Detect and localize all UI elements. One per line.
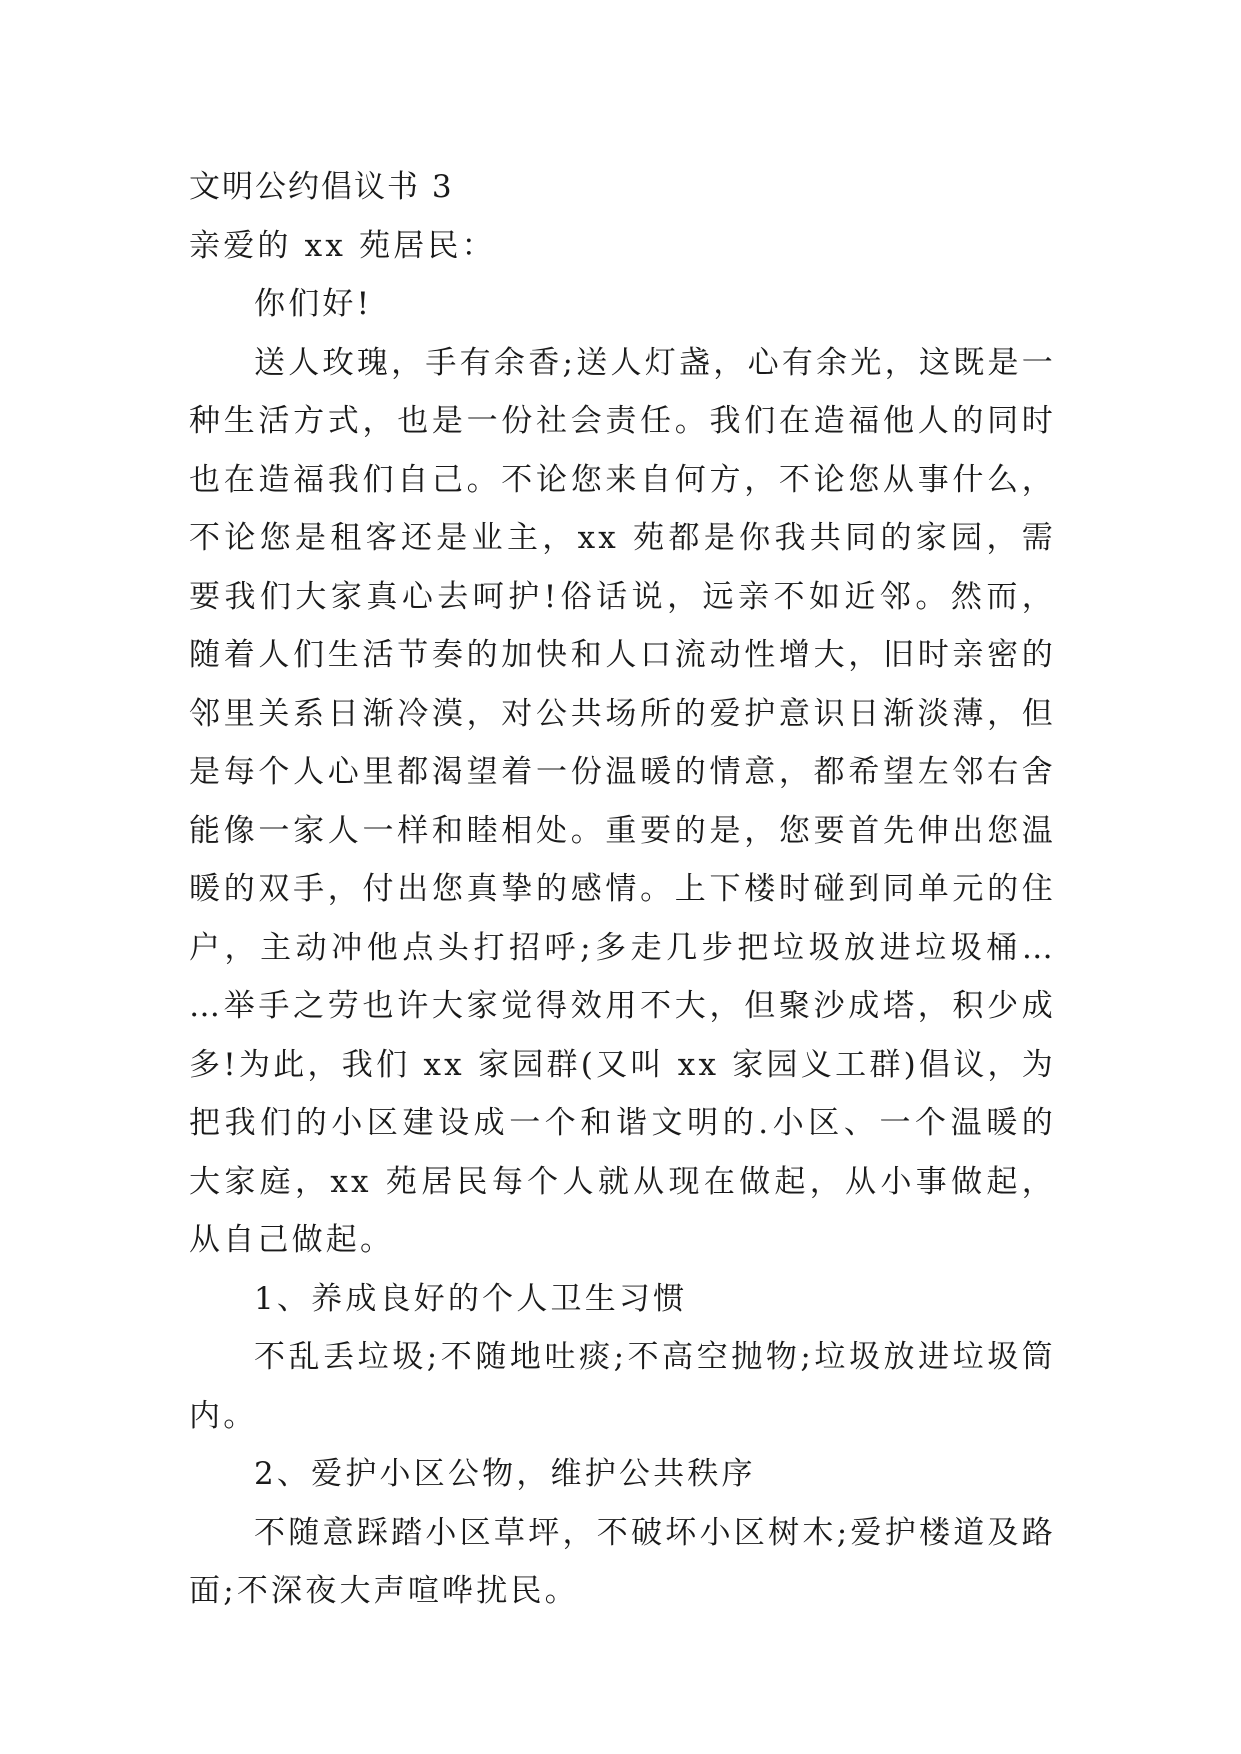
item-text-1: 不乱丢垃圾;不随地吐痰;不高空抛物;垃圾放进垃圾筒内。 xyxy=(189,1339,1056,1434)
body-paragraph: 送人玫瑰，手有余香;送人灯盏，心有余光，这既是一种生活方式，也是一份社会责任。我们在造福他人的同时也在造福我们自己。不论您来自何方，不论您从事什么，不论您是租客还是业主，xx 苑都是你我共同的家园，需要我们大家真心去呵护!俗话说，远亲不如近邻。然而，随着人们生活节奏的加快和人口流动性增大，旧时亲密的邻里关系日渐冷漠，对公共场所的爱护意识日渐淡薄，但是每个人心里都渴望着一份温暖的情意，都希望左邻右舍能像一家人一样和睦相处。重要的是，您要首先伸出您温暖的双手，付出您真挚的感情。上下楼时碰到同单元的住户，主动冲他点头打招呼;多走几步把垃圾放进垃圾桶……举手之劳也许大家觉得效用不大，但聚沙成塔，积少成多!为此，我们 xx 家园群(又叫 xx 家园义工群)倡议，为把我们的小区建设成一个和谐文明的.小区、一个温暖的大家庭，xx 苑居民每个人就从现在做起，从小事做起，从自己做起。 xyxy=(189,344,1056,1258)
document-body xyxy=(189,158,1056,1621)
document-title: 文明公约倡议书 3 xyxy=(189,169,454,205)
item-heading-1: 1、养成良好的个人卫生习惯 xyxy=(254,1280,688,1317)
greeting: 你们好! xyxy=(254,286,373,322)
item-heading-2: 2、爱护小区公物，维护公共秩序 xyxy=(254,1456,756,1492)
item-text-2: 不随意踩踏小区草坪，不破坏小区树木;爱护楼道及路面;不深夜大声喧哗扰民。 xyxy=(189,1514,1056,1609)
salutation: 亲爱的 xx 苑居民： xyxy=(189,227,496,264)
